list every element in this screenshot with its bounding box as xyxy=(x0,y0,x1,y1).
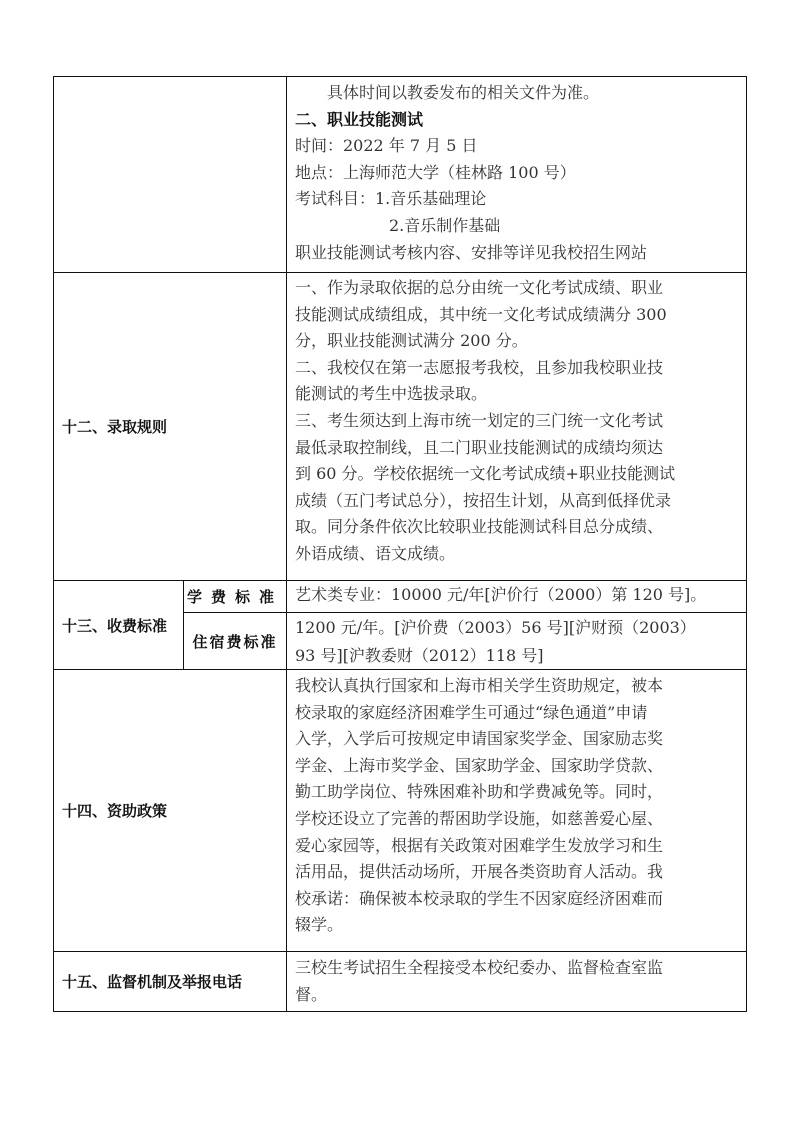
aid-line: 校录取的家庭经济困难学生可通过“绿色通道”申请 xyxy=(295,702,648,722)
supervision-line: 督。 xyxy=(295,984,328,1004)
lodging-line: 93 号][沪教委财（2012）118 号] xyxy=(295,645,544,665)
admission-rules-content xyxy=(287,273,747,581)
tuition-label: 学费标准 xyxy=(184,581,287,613)
aid-line: 活用品，提供活动场所，开展各类资助育人活动。我 xyxy=(295,862,664,882)
fee-standard-label: 十三、收费标准 xyxy=(54,581,184,670)
supervision-label: 十五、监督机制及举报电话 xyxy=(54,952,287,1012)
aid-line: 勤工助学岗位、特殊困难补助和学费减免等。同时， xyxy=(295,782,664,802)
aid-line: 学金、上海市奖学金、国家助学金、国家助学贷款、 xyxy=(295,755,664,775)
rules-line: 一、作为录取依据的总分由统一文化考试成绩、职业 xyxy=(295,278,664,297)
aid-line: 我校认真执行国家和上海市相关学生资助规定，被本 xyxy=(295,676,664,695)
exam-subject-1: 考试科目：1.音乐基础理论 xyxy=(295,189,487,209)
row-supervision xyxy=(54,952,747,1012)
empty-label-cell xyxy=(54,77,287,273)
rules-line: 外语成绩、语文成绩。 xyxy=(295,543,456,563)
supervision-line: 三校生考试招生全程接受本校纪委办、监督检查室监 xyxy=(295,958,664,977)
aid-line: 校承诺：确保被本校录取的学生不因家庭经济困难而 xyxy=(295,888,664,908)
aid-line: 学校还设立了完善的帮困助学设施，如慈善爱心屋、 xyxy=(295,808,664,828)
lodging-line: 1200 元/年。[沪价费（2003）56 号][沪财预（2003） xyxy=(295,618,696,637)
supervision-content xyxy=(287,952,747,1012)
financial-aid-content xyxy=(287,670,747,952)
admission-rules-label: 十二、录取规则 xyxy=(54,273,287,581)
lodging-label: 住宿费标准 xyxy=(184,613,287,670)
exam-details: 职业技能测试考核内容、安排等详见我校招生网站 xyxy=(295,242,648,262)
row-tuition xyxy=(54,581,747,613)
rules-line: 二、我校仅在第一志愿报考我校，且参加我校职业技 xyxy=(295,357,664,377)
row-exam-schedule xyxy=(54,77,747,273)
rules-line: 技能测试成绩组成，其中统一文化考试成绩满分 300 xyxy=(295,304,667,324)
rules-line: 最低录取控制线，且二门职业技能测试的成绩均须达 xyxy=(295,437,664,457)
rules-line: 能测试的考生中选拔录取。 xyxy=(295,384,488,404)
aid-line: 辍学。 xyxy=(295,915,344,935)
row-financial-aid xyxy=(54,670,747,952)
aid-line: 入学，入学后可按规定申请国家奖学金、国家励志奖 xyxy=(295,729,664,749)
row-admission-rules xyxy=(54,273,747,581)
admission-table xyxy=(53,76,747,1012)
tuition-content xyxy=(287,581,747,613)
note-text: 具体时间以教委发布的相关文件为准。 xyxy=(327,83,600,102)
lodging-content xyxy=(287,613,747,670)
rules-line: 三、考生须达到上海市统一划定的三门统一文化考试 xyxy=(295,410,664,430)
rules-line: 分，职业技能测试满分 200 分。 xyxy=(295,331,528,351)
exam-location: 地点：上海师范大学（桂林路 100 号） xyxy=(295,162,576,182)
exam-time: 时间：2022 年 7 月 5 日 xyxy=(295,136,478,156)
financial-aid-label: 十四、资助政策 xyxy=(54,670,287,952)
exam-schedule-content xyxy=(287,77,747,273)
rules-line: 成绩（五门考试总分），按招生计划，从高到低择优录 xyxy=(295,490,672,510)
section-title: 二、职业技能测试 xyxy=(295,109,424,129)
aid-line: 爱心家园等，根据有关政策对困难学生发放学习和生 xyxy=(295,835,664,855)
tuition-value: 艺术类专业：10000 元/年[沪价行（2000）第 120 号]。 xyxy=(295,585,707,604)
rules-line: 取。同分条件依次比较职业技能测试科目总分成绩、 xyxy=(295,517,664,537)
exam-subject-2: 2.音乐制作基础 xyxy=(389,215,501,235)
rules-line: 到 60 分。学校依据统一文化考试成绩+职业技能测试 xyxy=(295,464,675,484)
